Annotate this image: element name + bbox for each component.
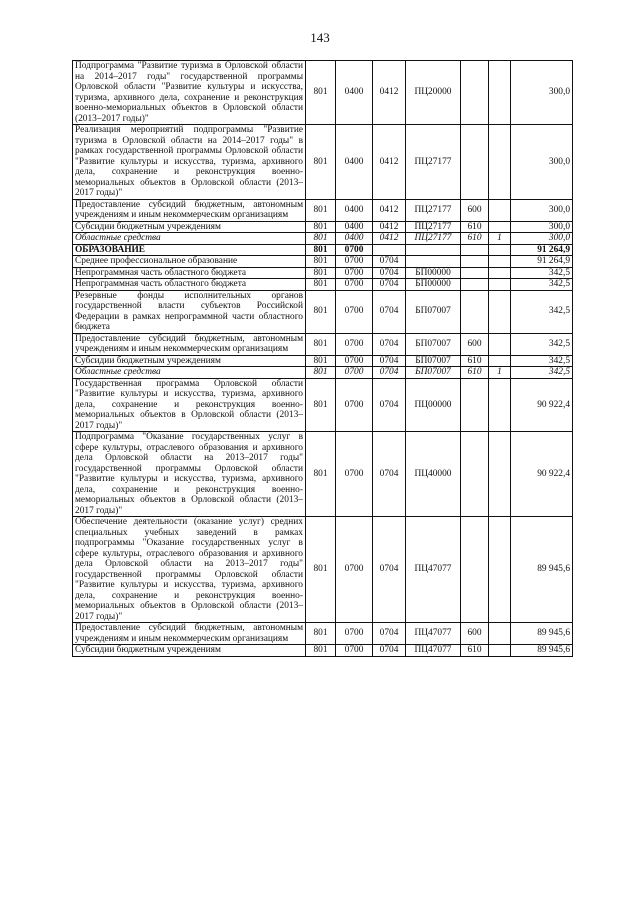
admin-code: 801 [306,221,336,233]
row-name: Субсидии бюджетным учреждениям [73,645,306,657]
funding-source [489,125,511,200]
table-row [73,221,573,233]
target-code: ПЦ20000 [406,61,461,125]
table-row [73,290,573,333]
target-code: ПЦ27177 [406,221,461,233]
table-row [73,233,573,245]
admin-code: 801 [306,333,336,355]
target-code: ПЦ00000 [406,378,461,432]
admin-code: 801 [306,367,336,379]
target-code: ПЦ47077 [406,623,461,645]
funding-source [489,256,511,268]
amount: 342,5 [511,355,573,367]
section-code: 0700 [336,367,373,379]
funding-source [489,517,511,623]
expense-type-code: 610 [461,221,489,233]
row-name: Предоставление субсидий бюджетным, автономным учреждениям и иным некоммерческим организациям [73,623,306,645]
funding-source [489,645,511,657]
expense-type-code: 600 [461,623,489,645]
amount: 90 922,4 [511,378,573,432]
subsection-code: 0704 [373,432,406,517]
amount: 342,5 [511,267,573,279]
subsection-code: 0704 [373,645,406,657]
section-code: 0700 [336,355,373,367]
target-code: БП00000 [406,267,461,279]
funding-source [489,432,511,517]
expense-type-code: 610 [461,355,489,367]
row-name: Подпрограмма "Развитие туризма в Орловской области на 2014–2017 годы" государственной программы Орловской области "Развитие культуры и искусства, туризма, архивного дела, сохранение и реконструкция военно-мемориальных объектов в Орловской области (2013–2017 годы)" [73,61,306,125]
expense-type-code: 600 [461,199,489,221]
funding-source [489,221,511,233]
subsection-code: 0704 [373,623,406,645]
amount: 300,0 [511,61,573,125]
section-code: 0700 [336,517,373,623]
funding-source [489,244,511,256]
subsection-code: 0412 [373,221,406,233]
admin-code: 801 [306,517,336,623]
admin-code: 801 [306,233,336,245]
admin-code: 801 [306,244,336,256]
expense-type-code [461,378,489,432]
section-code: 0400 [336,125,373,200]
page-number: 143 [310,30,330,45]
section-code: 0400 [336,221,373,233]
table-row [73,355,573,367]
subsection-code: 0704 [373,256,406,268]
amount: 89 945,6 [511,623,573,645]
expense-type-code [461,267,489,279]
section-code: 0700 [336,290,373,333]
admin-code: 801 [306,378,336,432]
admin-code: 801 [306,290,336,333]
amount: 90 922,4 [511,432,573,517]
subsection-code: 0704 [373,267,406,279]
section-code: 0700 [336,333,373,355]
subsection-code: 0704 [373,378,406,432]
section-code: 0700 [336,256,373,268]
table-row [73,267,573,279]
target-code: ПЦ40000 [406,432,461,517]
subsection-code: 0704 [373,367,406,379]
row-name: ОБРАЗОВАНИЕ [73,244,306,256]
amount: 89 945,6 [511,517,573,623]
row-name: Государственная программа Орловской области "Развитие культуры и искусства, туризма, архивного дела, сохранение и реконструкция военно-мемориальных объектов в Орловской области (2013–2017 годы)" [73,378,306,432]
target-code: ПЦ47077 [406,645,461,657]
target-code: ПЦ27177 [406,199,461,221]
section-code: 0700 [336,244,373,256]
amount: 342,5 [511,279,573,291]
target-code: ПЦ27177 [406,125,461,200]
table-row [73,199,573,221]
table-row [73,125,573,200]
funding-source [489,279,511,291]
expense-type-code [461,244,489,256]
section-code: 0700 [336,623,373,645]
admin-code: 801 [306,267,336,279]
funding-source: 1 [489,233,511,245]
admin-code: 801 [306,125,336,200]
subsection-code: 0704 [373,290,406,333]
funding-source [489,61,511,125]
expense-type-code [461,279,489,291]
section-code: 0400 [336,199,373,221]
budget-table [72,60,573,657]
row-name: Подпрограмма "Оказание государственных услуг в сфере культуры, отраслевого образования и архивного дела Орловской области на 2013–2017 годы" государственной программы Орловской области "Развитие культуры и искусства, туризма, архивного дела, сохранение и реконструкция военно-мемориальных объектов в Орловской области (2013–2017 годы)" [73,432,306,517]
table-row [73,367,573,379]
funding-source [489,333,511,355]
admin-code: 801 [306,645,336,657]
expense-type-code: 610 [461,233,489,245]
table-row [73,432,573,517]
row-name: Реализация мероприятий подпрограммы "Развитие туризма в Орловской области на 2014–2017 годы" в рамках государственной программы Орловской области "Развитие культуры и искусства, туризма, архивного дела, сохранение и реконструкция военно-мемориальных объектов в Орловской области (2013–2017 годы)" [73,125,306,200]
target-code: БП07007 [406,290,461,333]
row-name: Областные средства [73,233,306,245]
row-name: Резервные фонды исполнительных органов государственной власти субъектов Российской Федерации в рамках непрограммной части областного бюджета [73,290,306,333]
row-name: Обеспечение деятельности (оказание услуг) средних специальных учебных заведений в рамках подпрограммы "Оказание государственных услуг в сфере культуры, отраслевого образования и архивного дела Орловской области на 2013–2017 годы" государственной программы Орловской области "Развитие культуры и искусства, туризма, архивного дела, сохранение и реконструкция военно-мемориальных объектов в Орловской области (2013–2017 годы)" [73,517,306,623]
funding-source [489,290,511,333]
expense-type-code [461,61,489,125]
target-code [406,256,461,268]
row-name: Непрограммная часть областного бюджета [73,267,306,279]
admin-code: 801 [306,355,336,367]
table-row [73,61,573,125]
amount: 300,0 [511,221,573,233]
target-code: БП07007 [406,367,461,379]
table-row [73,279,573,291]
target-code: ПЦ27177 [406,233,461,245]
table-row [73,645,573,657]
amount: 89 945,6 [511,645,573,657]
subsection-code: 0412 [373,199,406,221]
expense-type-code: 600 [461,333,489,355]
funding-source: 1 [489,367,511,379]
subsection-code: 0704 [373,333,406,355]
section-code: 0700 [336,645,373,657]
row-name: Субсидии бюджетным учреждениям [73,221,306,233]
amount: 342,5 [511,333,573,355]
target-code: БП07007 [406,355,461,367]
expense-type-code: 610 [461,367,489,379]
amount: 91 264,9 [511,256,573,268]
admin-code: 801 [306,623,336,645]
row-name: Субсидии бюджетным учреждениям [73,355,306,367]
table-body [73,61,573,657]
subsection-code: 0704 [373,355,406,367]
subsection-code: 0704 [373,279,406,291]
table-row [73,623,573,645]
table-row [73,244,573,256]
expense-type-code [461,125,489,200]
expense-type-code: 610 [461,645,489,657]
target-code: БП07007 [406,333,461,355]
admin-code: 801 [306,279,336,291]
funding-source [489,267,511,279]
expense-type-code [461,517,489,623]
subsection-code [373,244,406,256]
funding-source [489,378,511,432]
subsection-code: 0704 [373,517,406,623]
target-code [406,244,461,256]
subsection-code: 0412 [373,61,406,125]
expense-type-code [461,432,489,517]
subsection-code: 0412 [373,233,406,245]
row-name: Непрограммная часть областного бюджета [73,279,306,291]
row-name: Предоставление субсидий бюджетным, автономным учреждениям и иным некоммерческим организациям [73,333,306,355]
amount: 342,5 [511,367,573,379]
table-row [73,378,573,432]
admin-code: 801 [306,61,336,125]
table-row [73,256,573,268]
expense-type-code [461,290,489,333]
amount: 300,0 [511,199,573,221]
section-code: 0400 [336,233,373,245]
funding-source [489,199,511,221]
funding-source [489,623,511,645]
section-code: 0700 [336,378,373,432]
table-row [73,333,573,355]
admin-code: 801 [306,199,336,221]
expense-type-code [461,256,489,268]
amount: 300,0 [511,233,573,245]
amount: 300,0 [511,125,573,200]
section-code: 0400 [336,61,373,125]
amount: 91 264,9 [511,244,573,256]
subsection-code: 0412 [373,125,406,200]
row-name: Областные средства [73,367,306,379]
target-code: БП00000 [406,279,461,291]
row-name: Предоставление субсидий бюджетным, автономным учреждениям и иным некоммерческим организациям [73,199,306,221]
admin-code: 801 [306,432,336,517]
funding-source [489,355,511,367]
admin-code: 801 [306,256,336,268]
amount: 342,5 [511,290,573,333]
row-name: Среднее профессиональное образование [73,256,306,268]
section-code: 0700 [336,432,373,517]
section-code: 0700 [336,279,373,291]
section-code: 0700 [336,267,373,279]
table-row [73,517,573,623]
target-code: ПЦ47077 [406,517,461,623]
